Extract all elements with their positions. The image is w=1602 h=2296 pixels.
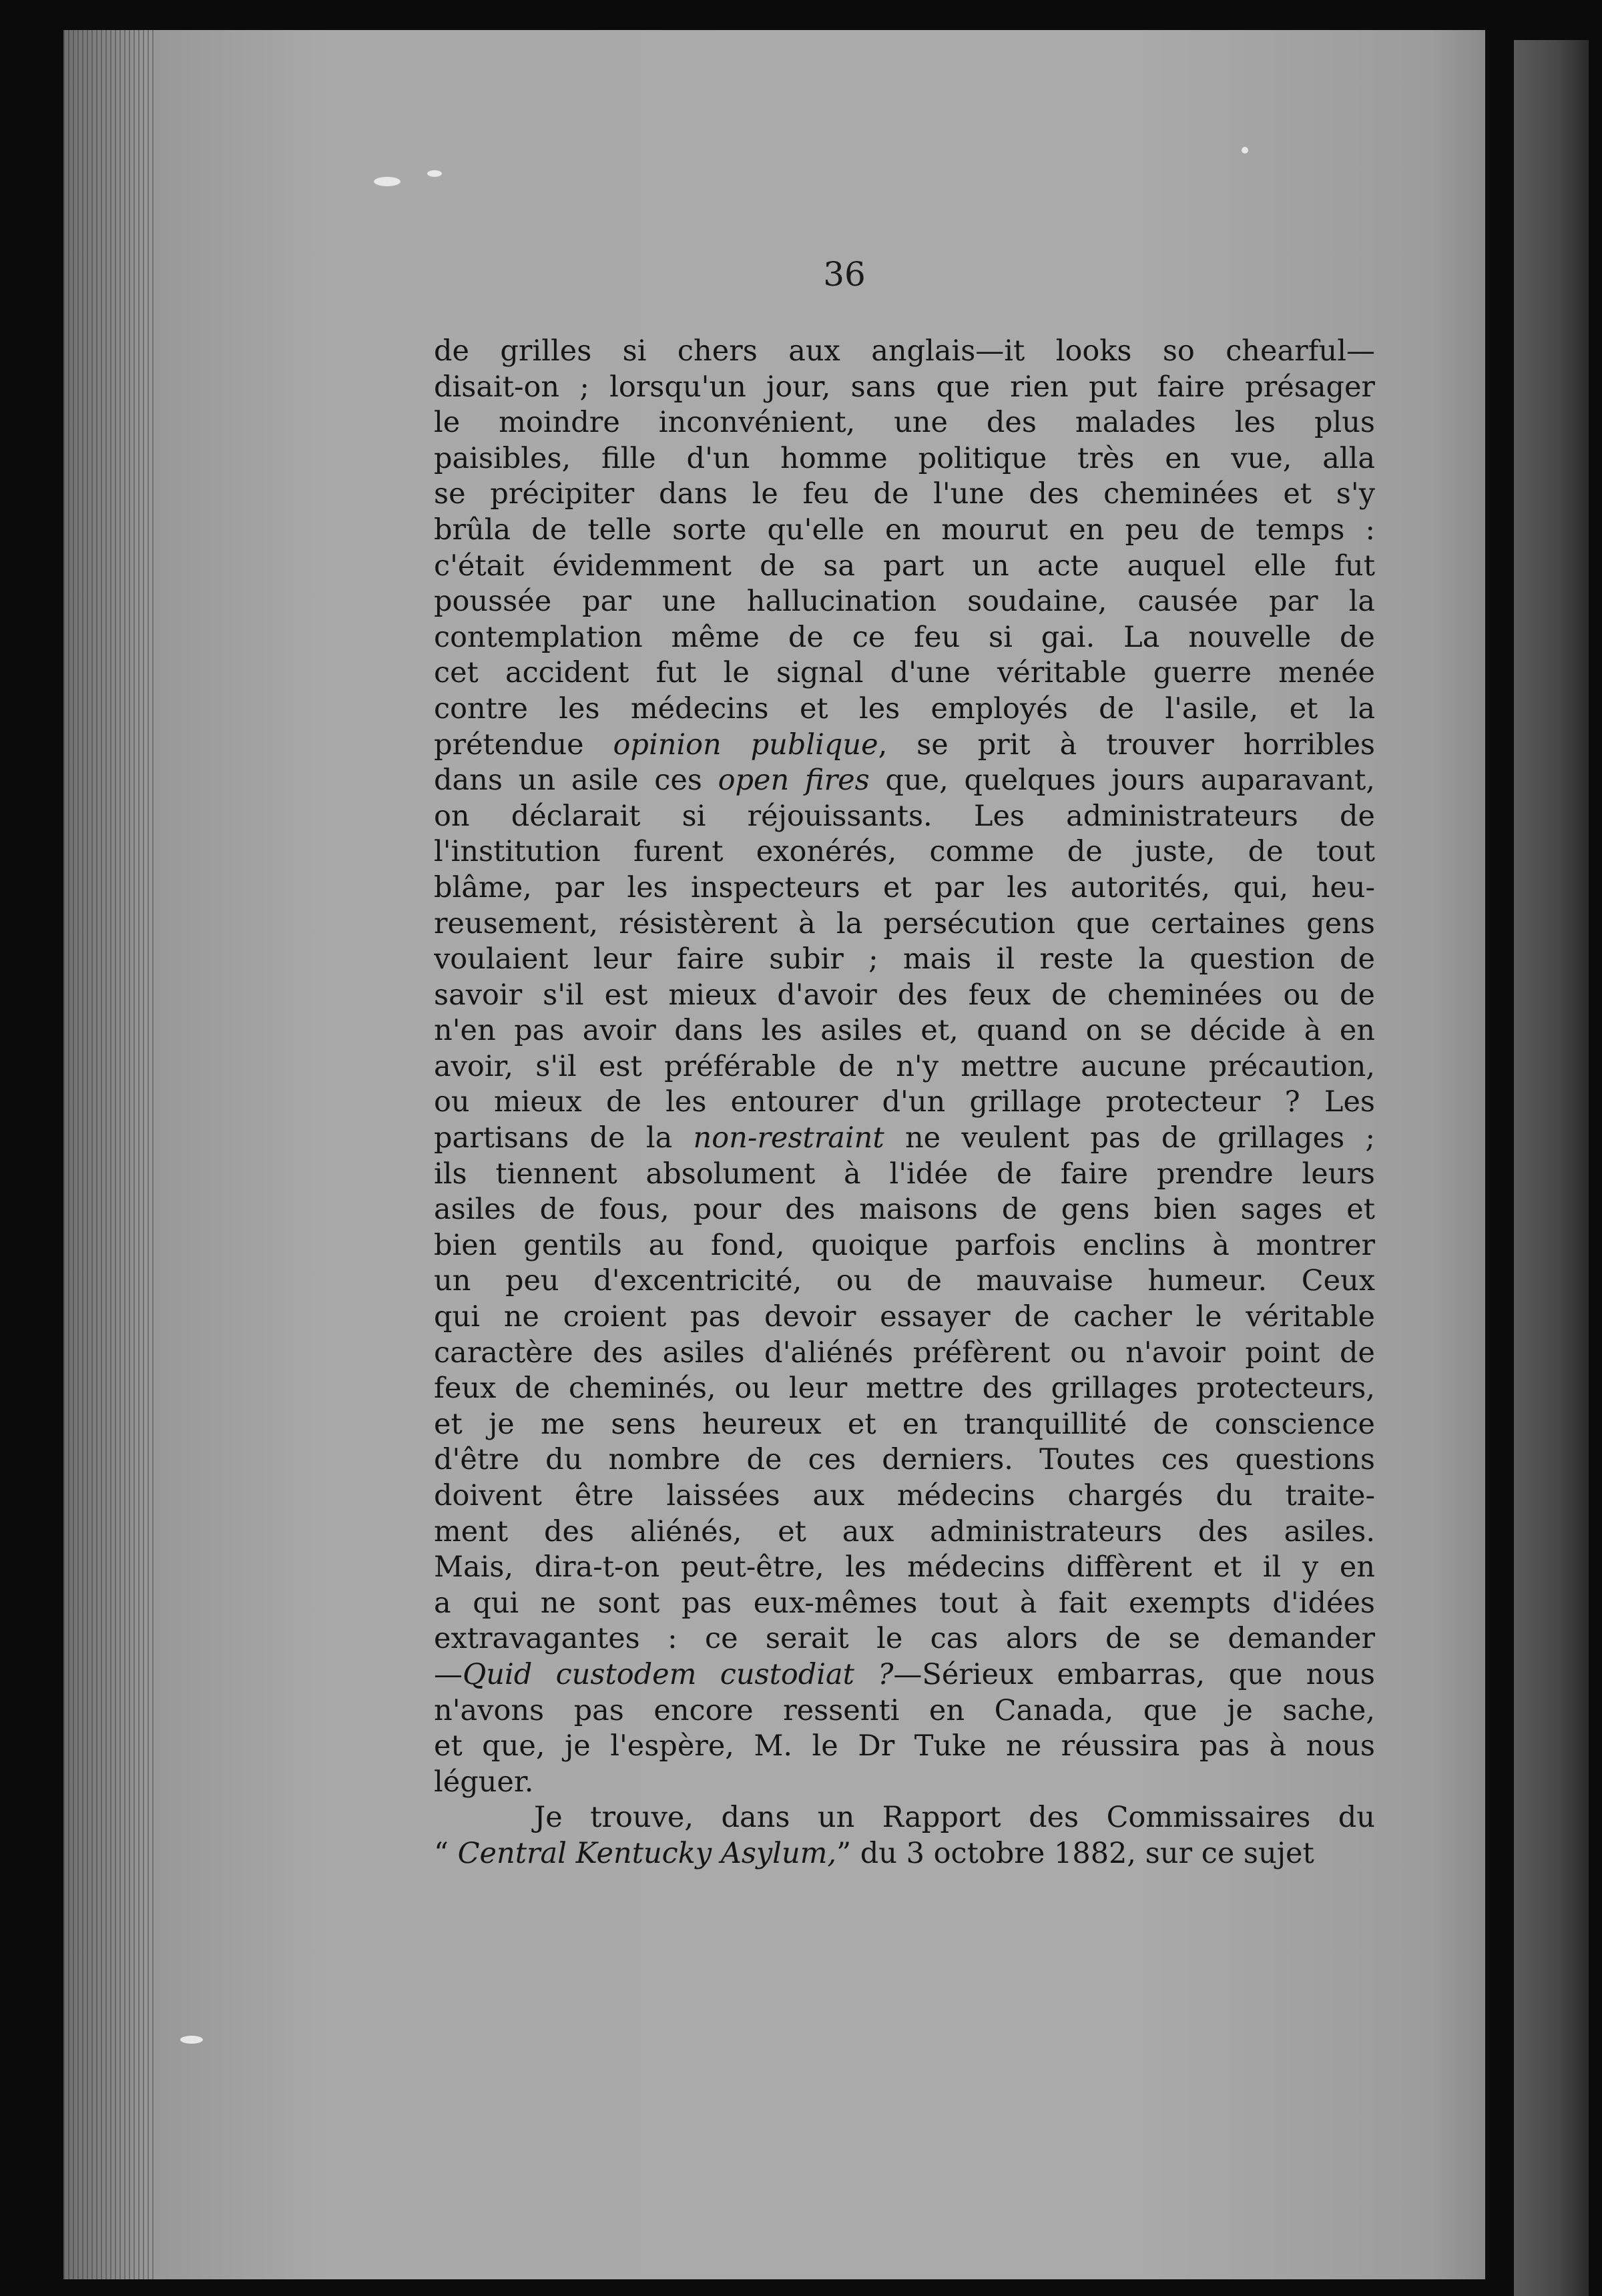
text-line: ils tiennent absolument à l'idée de faire prendre leurs	[434, 1157, 1375, 1191]
text-line: n'en pas avoir dans les asiles et, quand on se décide à en	[434, 1014, 1375, 1048]
text-line: —Quid custodem custodiat ?—Sérieux embarras, que nous	[434, 1657, 1375, 1691]
page-stack-edge	[63, 30, 157, 2279]
page-number: 36	[823, 255, 866, 294]
text-line: Mais, dira-t-on peut-être, les médecins diffèrent et il y en	[434, 1550, 1375, 1585]
text-line: et que, je l'espère, M. le Dr Tuke ne réussira pas à nous	[434, 1729, 1375, 1763]
text-line: disait-on ; lorsqu'un jour, sans que rien put faire présager	[434, 370, 1375, 404]
text-line: voulaient leur faire subir ; mais il reste la question de	[434, 942, 1375, 976]
scan-speck	[1242, 147, 1248, 154]
text-line: qui ne croient pas devoir essayer de cacher le véritable	[434, 1300, 1375, 1334]
text-line: caractère des asiles d'aliénés préfèrent ou n'avoir point de	[434, 1336, 1375, 1370]
text-line: feux de cheminés, ou leur mettre des grillages protecteurs,	[434, 1372, 1375, 1406]
text-line: brûla de telle sorte qu'elle en mourut en peu de temps :	[434, 513, 1375, 547]
text-line: reusement, résistèrent à la persécution que certaines gens	[434, 906, 1375, 940]
text-line: asiles de fous, pour des maisons de gens bien sages et	[434, 1193, 1375, 1227]
text-line: poussée par une hallucination soudaine, causée par la	[434, 585, 1375, 619]
text-line: doivent être laissées aux médecins chargés du traite-	[434, 1479, 1375, 1512]
text-line: se précipiter dans le feu de l'une des cheminées et s'y	[434, 477, 1375, 511]
text-line: n'avons pas encore ressenti en Canada, que je sache,	[434, 1693, 1375, 1727]
text-line: de grilles si chers aux anglais—it looks so chearful—	[434, 334, 1375, 368]
text-line: le moindre inconvénient, une des malades les plus	[434, 406, 1375, 440]
text-line: un peu d'excentricité, ou de mauvaise humeur. Ceux	[434, 1264, 1375, 1298]
next-page-edge	[1514, 40, 1589, 2296]
italic-phrase: Quid custodem custodiat ?	[463, 1657, 894, 1691]
text-line: bien gentils au fond, quoique parfois enclins à montrer	[434, 1228, 1375, 1262]
italic-phrase: opinion publique	[613, 728, 878, 762]
scan-speck	[427, 170, 442, 177]
text-line: d'être du nombre de ces derniers. Toutes ces questions	[434, 1443, 1375, 1477]
text-line: léguer.	[434, 1765, 534, 1799]
text-line: contemplation même de ce feu si gai. La nouvelle de	[434, 620, 1375, 654]
text-line: extravagantes : ce serait le cas alors de se demander	[434, 1622, 1375, 1656]
text-line: a qui ne sont pas eux-mêmes tout à fait exempts d'idées	[434, 1586, 1375, 1620]
text-line: “ Central Kentucky Asylum,” du 3 octobre 1882, sur ce sujet	[434, 1836, 1314, 1870]
body-text	[434, 334, 1375, 1889]
text-line: contre les médecins et les employés de l'asile, et la	[434, 691, 1375, 726]
text-line: ment des aliénés, et aux administrateurs des asiles.	[434, 1514, 1375, 1548]
text-line: blâme, par les inspecteurs et par les autorités, qui, heu-	[434, 870, 1375, 904]
text-line: c'était évidemment de sa part un acte auquel elle fut	[434, 549, 1375, 583]
text-line: cet accident fut le signal d'une véritable guerre menée	[434, 656, 1375, 690]
text-line: savoir s'il est mieux d'avoir des feux de cheminées ou de	[434, 978, 1375, 1012]
italic-phrase: open fires	[718, 764, 870, 798]
text-line: l'institution furent exonérés, comme de juste, de tout	[434, 835, 1375, 869]
text-line: partisans de la non-restraint ne veulent pas de grillages ;	[434, 1121, 1375, 1155]
text-line: prétendue opinion publique, se prit à trouver horribles	[434, 728, 1375, 762]
italic-phrase: non-restraint	[693, 1121, 884, 1155]
text-line: paisibles, fille d'un homme politique très en vue, alla	[434, 441, 1375, 475]
text-line: on déclarait si réjouissants. Les administrateurs de	[434, 799, 1375, 833]
text-line: ou mieux de les entourer d'un grillage protecteur ? Les	[434, 1085, 1375, 1119]
text-line: et je me sens heureux et en tranquillité de conscience	[434, 1407, 1375, 1441]
text-line: dans un asile ces open fires que, quelques jours auparavant,	[434, 764, 1375, 798]
text-line: avoir, s'il est préférable de n'y mettre aucune précaution,	[434, 1049, 1375, 1083]
scan-speck	[180, 2036, 203, 2044]
text-line: Je trouve, dans un Rapport des Commissaires du	[534, 1801, 1375, 1835]
scan-speck	[374, 177, 400, 186]
italic-phrase: Central Kentucky Asylum,	[457, 1836, 837, 1870]
